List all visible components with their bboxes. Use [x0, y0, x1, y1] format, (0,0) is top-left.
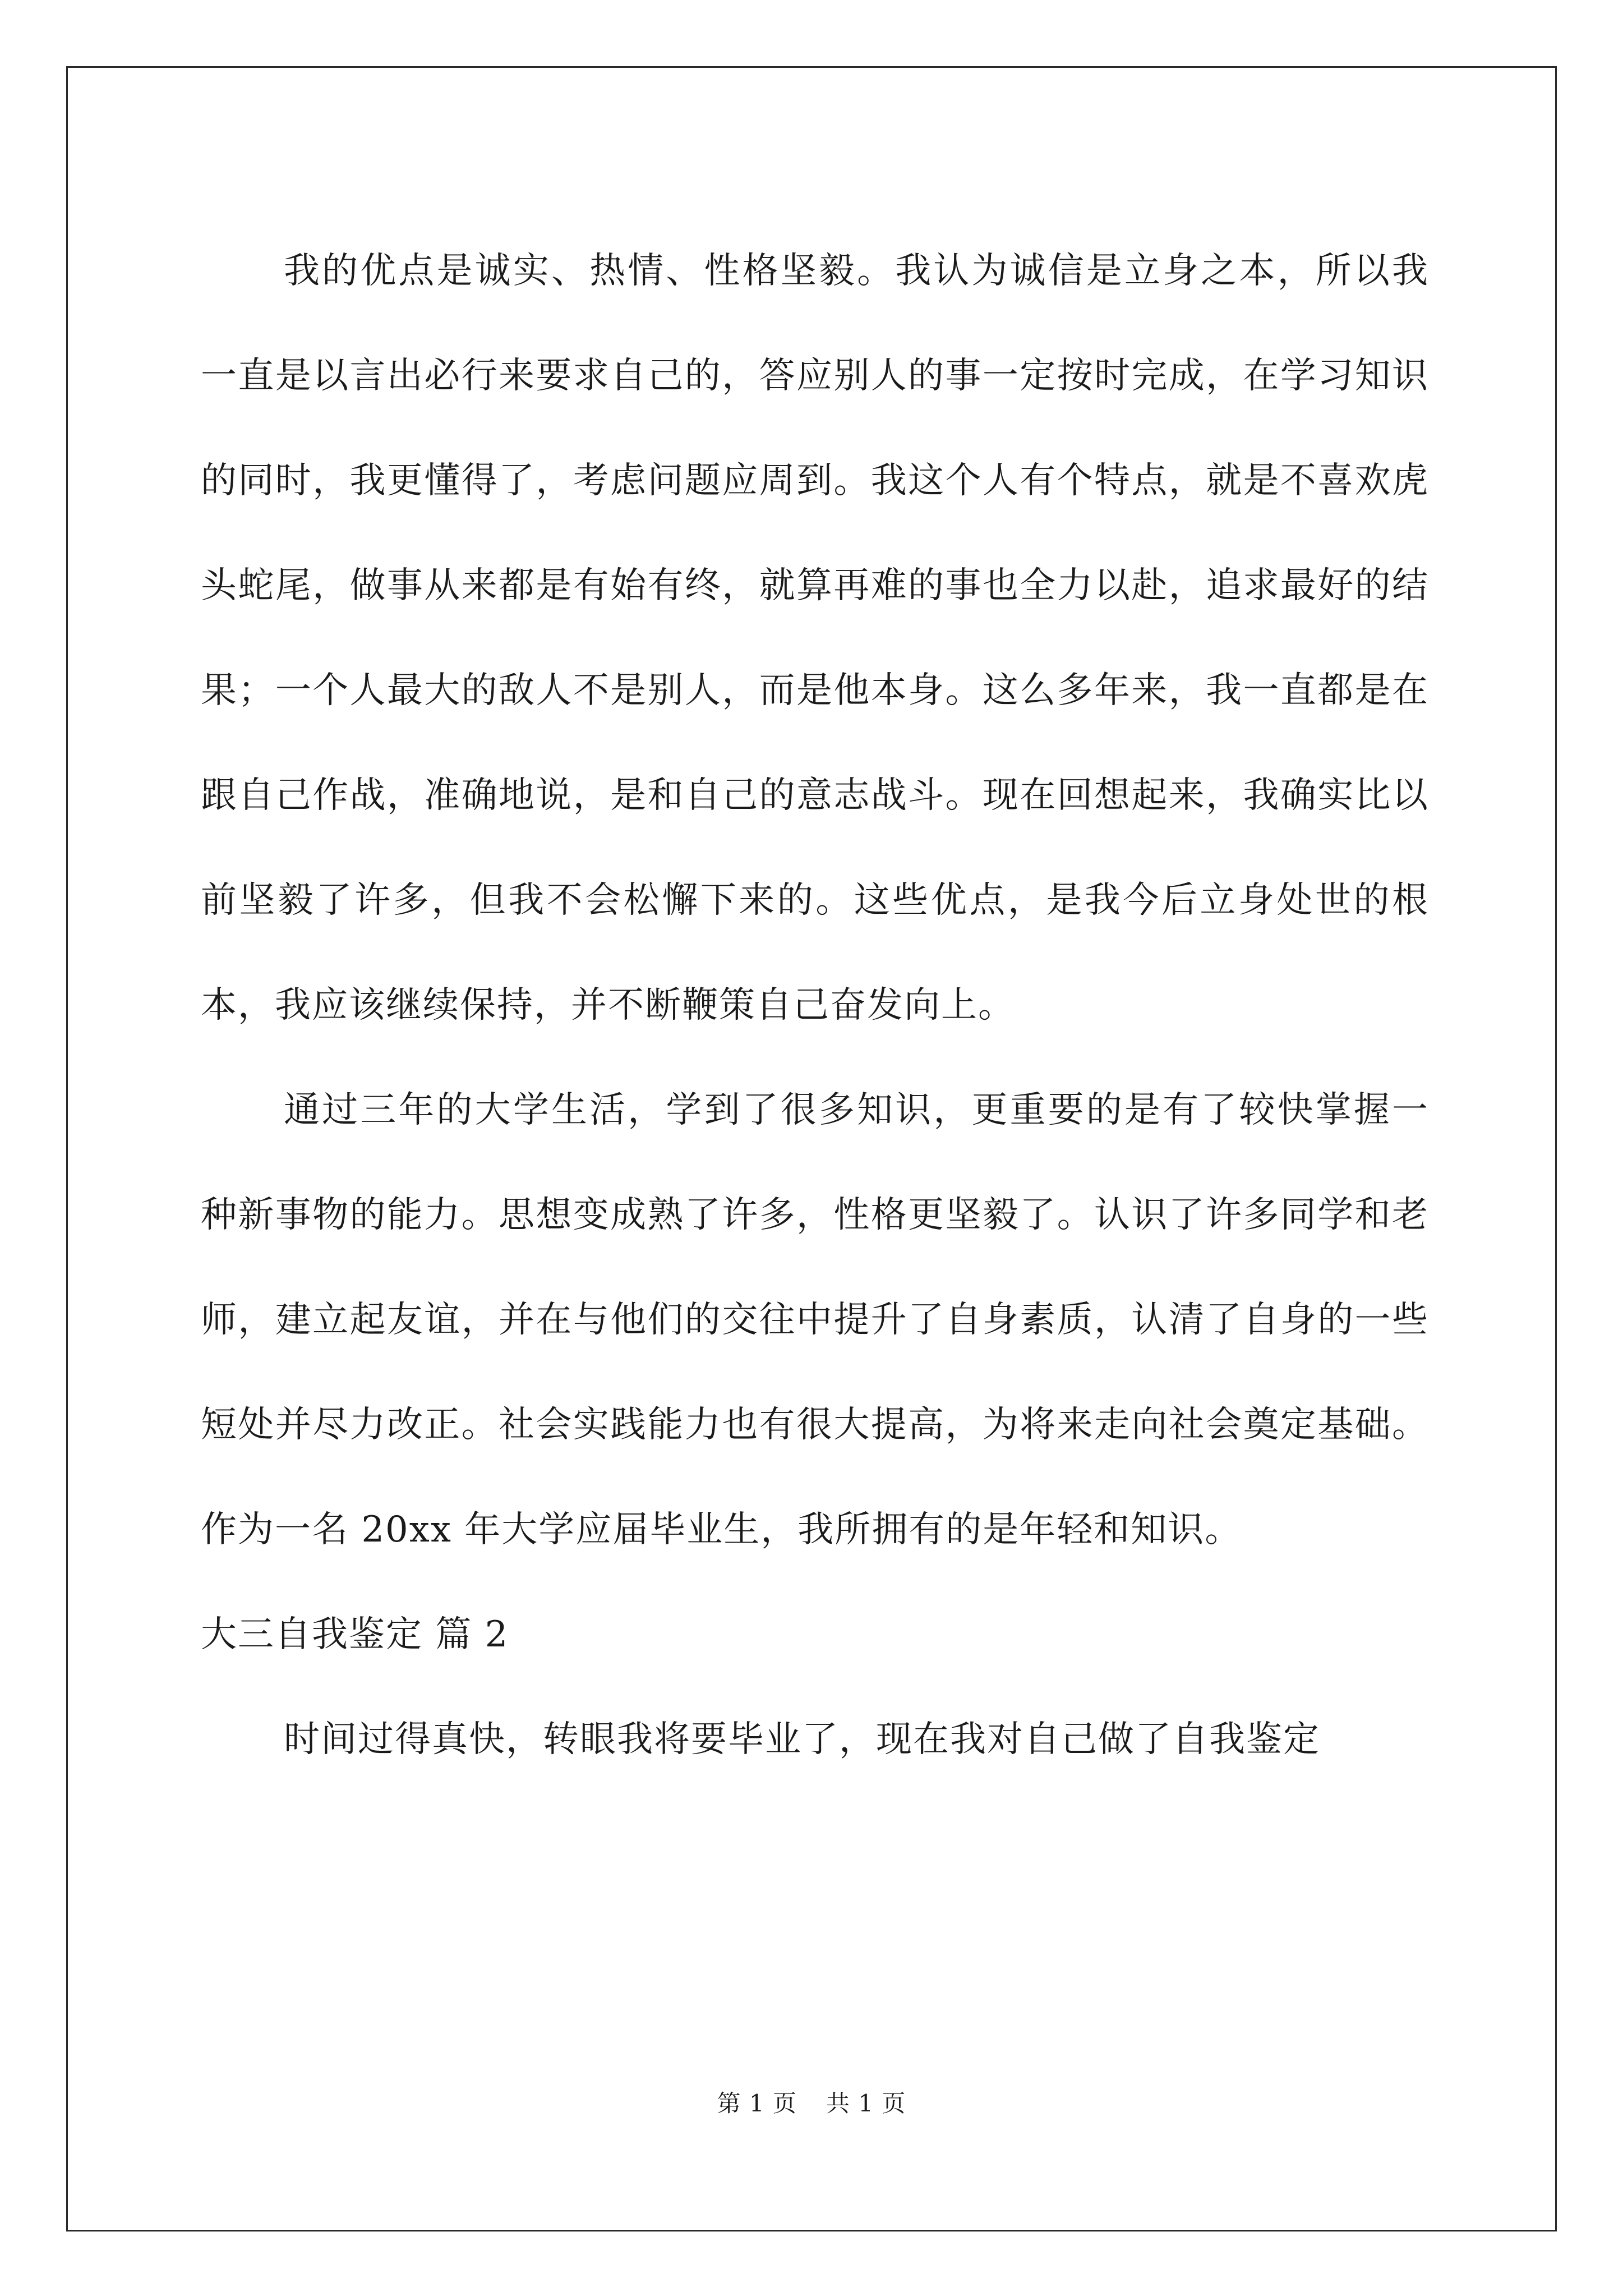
paragraph-3: 时间过得真快，转眼我将要毕业了，现在我对自己做了自我鉴定	[284, 1719, 1320, 1760]
document-body	[201, 219, 1429, 1792]
section-heading: 大三自我鉴定 篇 2	[201, 1614, 509, 1655]
page-footer	[0, 2087, 1623, 2120]
current-page-label: 第 1 页	[717, 2090, 797, 2117]
total-pages-label: 共 1 页	[826, 2090, 906, 2117]
paragraph-1: 我的优点是诚实、热情、性格坚毅。我认为诚信是立身之本，所以我一直是以言出必行来要求自己的，答应别人的事一定按时完成，在学习知识的同时，我更懂得了，考虑问题应周到。我这个人有个特点，就是不喜欢虎头蛇尾，做事从来都是有始有终，就算再难的事也全力以赴，追求最好的结果；一个人最大的敌人不是别人，而是他本身。这么多年来，我一直都是在跟自己作战，准确地说，是和自己的意志战斗。现在回想起来，我确实比以前坚毅了许多，但我不会松懈下来的。这些优点，是我今后立身处世的根本，我应该继续保持，并不断鞭策自己奋发向上。	[201, 250, 1429, 1026]
paragraph-2: 通过三年的大学生活，学到了很多知识，更重要的是有了较快掌握一种新事物的能力。思想变成熟了许多，性格更坚毅了。认识了许多同学和老师，建立起友谊，并在与他们的交往中提升了自身素质，认清了自身的一些短处并尽力改正。社会实践能力也有很大提高，为将来走向社会奠定基础。作为一名 20xx 年大学应届毕业生，我所拥有的是年轻和知识。	[201, 1089, 1429, 1550]
